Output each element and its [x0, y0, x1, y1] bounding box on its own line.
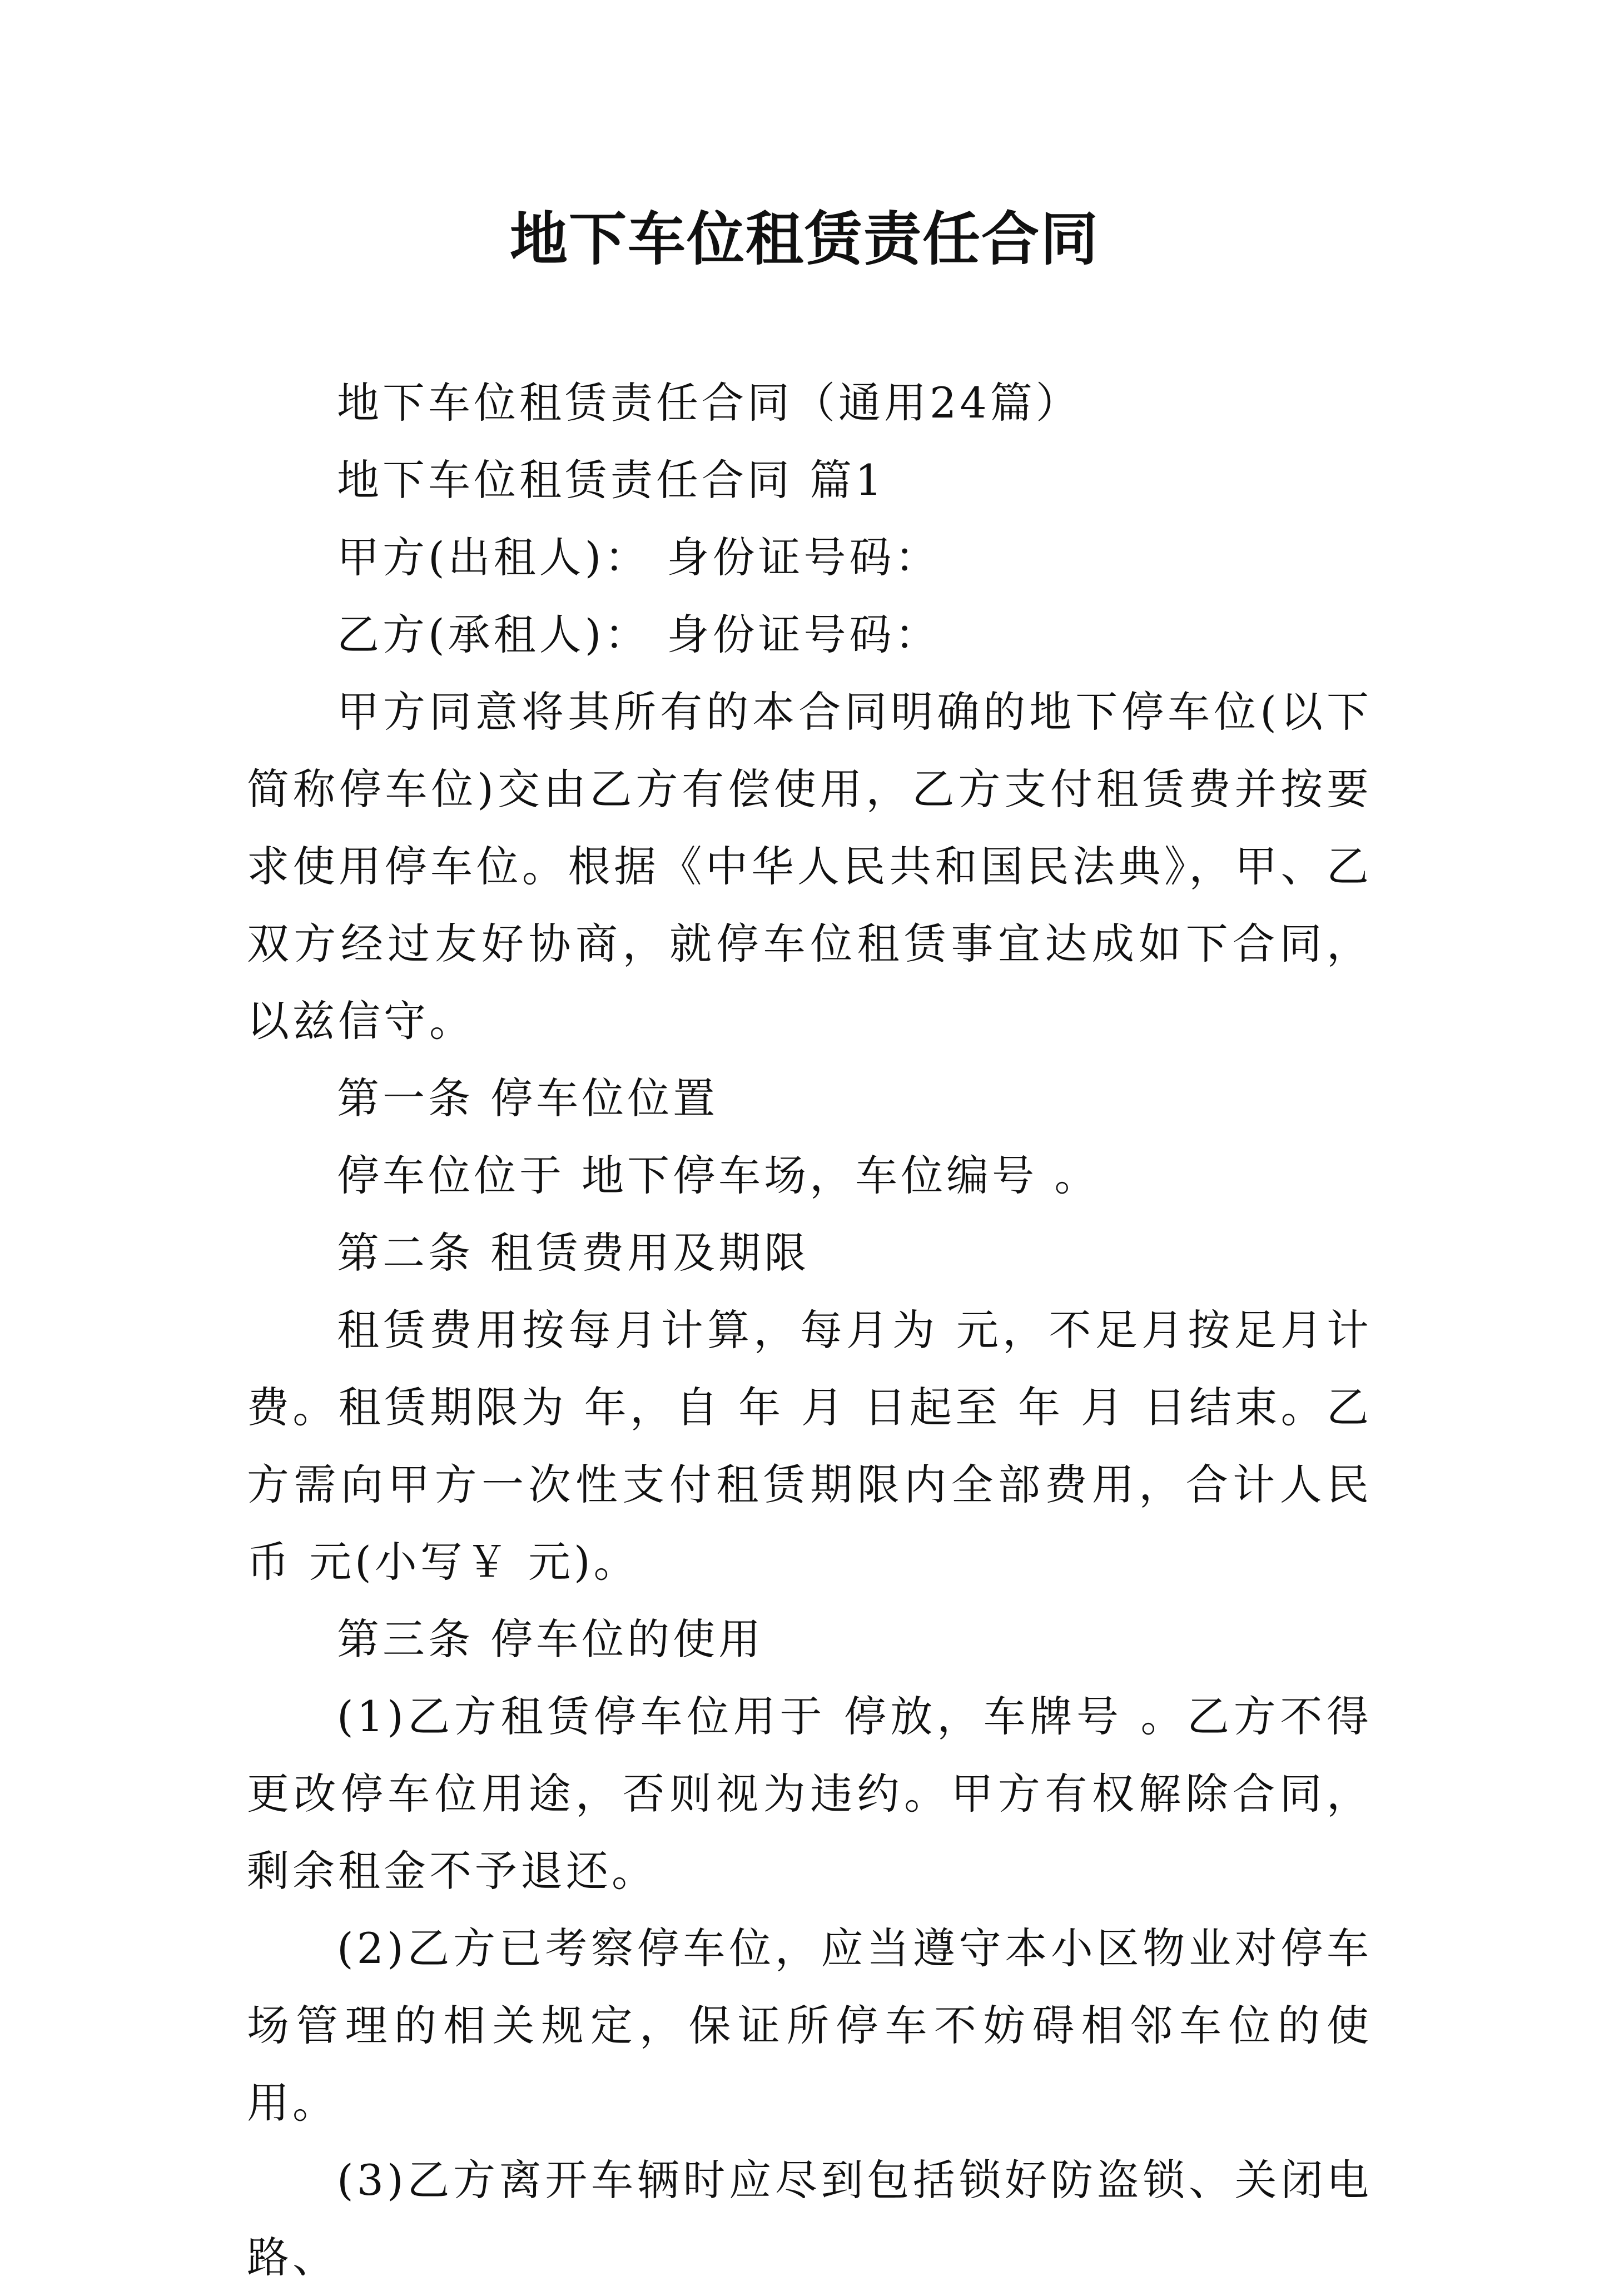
clause-paragraph: (3)乙方离开车辆时应尽到包括锁好防盗锁、关闭电路、: [247, 2155, 1372, 2282]
clause-paragraph: (2)乙方已考察停车位，应当遵守本小区物业对停车场管理的相关规定，保证所停车不妨碍相邻车位的使用。: [247, 1924, 1372, 2128]
article-heading: 第二条 租赁费用及期限: [337, 1228, 810, 1278]
article-paragraph: 停车位位于 地下停车场，车位编号 。: [337, 1151, 1100, 1200]
article-paragraph: 租赁费用按每月计算，每月为 元，不足月按足月计费。租赁期限为 年，自 年 月 日起至 年 月 日结束。乙方需向甲方一次性支付租赁期限内全部费用，合计人民币 元(小写￥ 元)。: [247, 1305, 1372, 1587]
party-a-line: 甲方(出租人)： 身份证号码：: [337, 533, 941, 582]
party-b-line: 乙方(承租人)： 身份证号码：: [337, 610, 941, 659]
clause-paragraph: (1)乙方租赁停车位用于 停放，车牌号 。乙方不得更改停车位用途，否则视为违约。甲方有权解除合同，剩余租金不予退还。: [247, 1692, 1372, 1896]
document-subtitle: 地下车位租赁责任合同（通用24篇）: [337, 378, 1081, 428]
document-body: [247, 364, 1372, 2296]
article-heading: 第一条 停车位位置: [337, 1074, 719, 1123]
article-heading: 第三条 停车位的使用: [337, 1614, 764, 1664]
document-title: 地下车位租赁责任合同: [509, 205, 1099, 273]
section-heading: 地下车位租赁责任合同 篇1: [337, 455, 886, 505]
intro-paragraph: 甲方同意将其所有的本合同明确的地下停车位(以下简称停车位)交由乙方有偿使用，乙方支付租赁费并按要求使用停车位。根据《中华人民共和国民法典》，甲、乙双方经过友好协商，就停车位租赁事宜达成如下合同，以兹信守。: [247, 687, 1372, 1046]
